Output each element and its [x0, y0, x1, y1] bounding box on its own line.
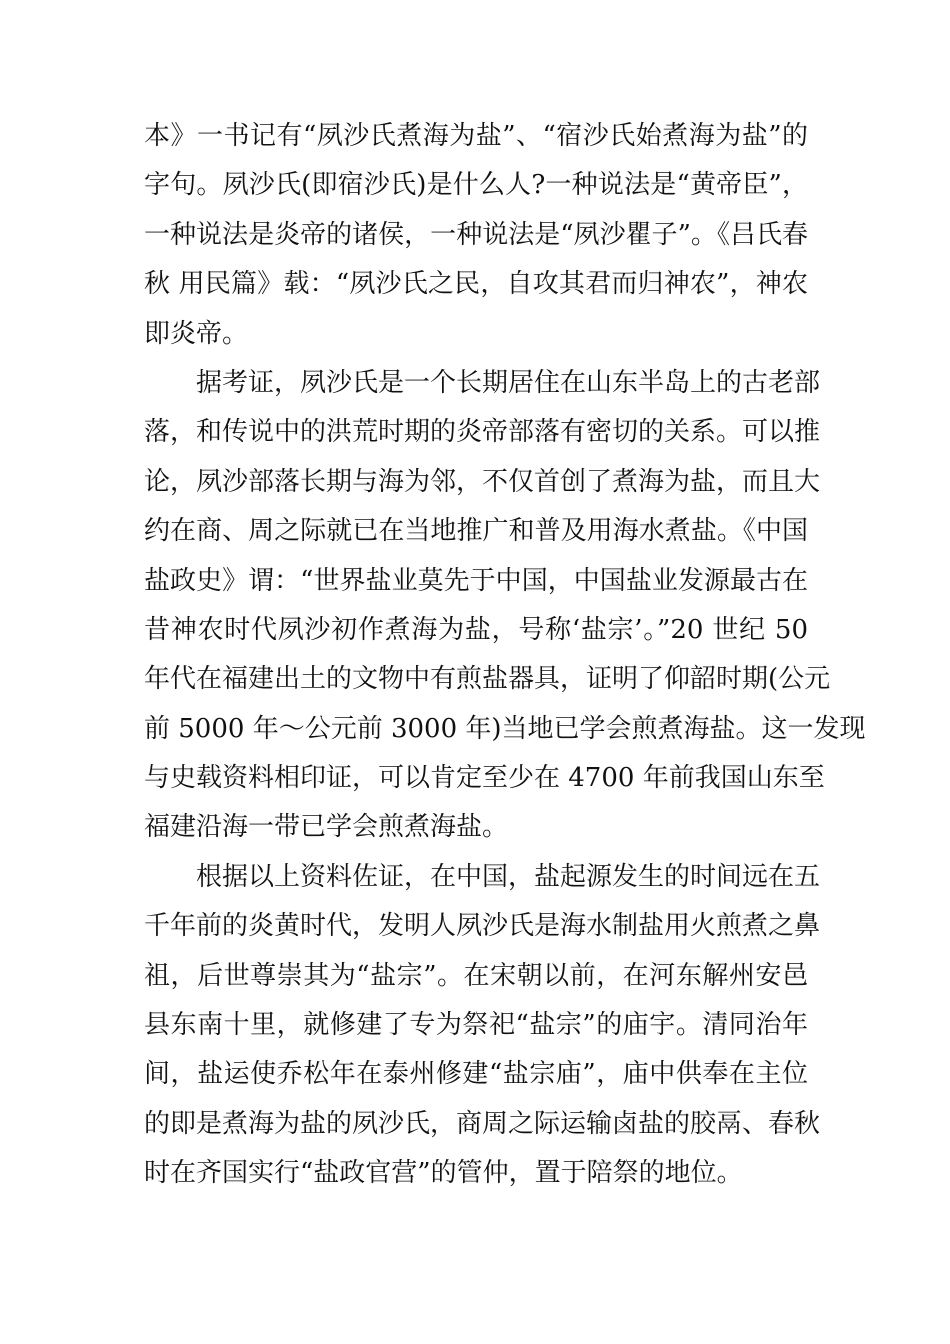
text-line: 盐政史》谓：“世界盐业莫先于中国，中国盐业发源最古在 [144, 565, 808, 596]
text-line: 论，夙沙部落长期与海为邻，不仅首创了煮海为盐，而且大 [144, 466, 821, 497]
text-line: 约在商、周之际就已在当地推广和普及用海水煮盐。《中国 [144, 516, 808, 547]
document-body [144, 112, 866, 1199]
text-line: 昔神农时代夙沙初作煮海为盐，号称‘盐宗’。”20 世纪 50 [144, 614, 808, 645]
text-line: 间，盐运使乔松年在泰州修建“盐宗庙”，庙中供奉在主位 [144, 1059, 808, 1090]
paragraph-1 [144, 112, 808, 359]
paragraph-3 [144, 853, 821, 1199]
text-line: 本》一书记有“夙沙氏煮海为盐”、“宿沙氏始煮海为盐”的 [144, 121, 808, 151]
text-line: 即炎帝。 [144, 318, 249, 349]
text-line: 与史载资料相印证，可以肯定至少在 4700 年前我国山东至 [144, 763, 825, 794]
text-line: 福建沿海一带已学会煎煮海盐。 [144, 812, 509, 843]
text-line: 根据以上资料佐证，在中国，盐起源发生的时间远在五 [144, 861, 821, 892]
text-line: 县东南十里，就修建了专为祭祀“盐宗”的庙宇。清同治年 [144, 1010, 808, 1041]
text-line: 祖，后世尊崇其为“盐宗”。在宋朝以前，在河东解州安邑 [144, 960, 808, 991]
paragraph-2 [144, 359, 866, 853]
text-line: 的即是煮海为盐的夙沙氏，商周之际运输卤盐的胶鬲、春秋 [144, 1108, 821, 1139]
text-line: 前 5000 年～公元前 3000 年)当地已学会煎煮海盐。这一发现 [144, 713, 866, 744]
text-line: 时在齐国实行“盐政官营”的管仲，置于陪祭的地位。 [144, 1158, 743, 1189]
text-line: 字句。夙沙氏(即宿沙氏)是什么人?一种说法是“黄帝臣”， [144, 170, 808, 201]
text-line: 一种说法是炎帝的诸侯，一种说法是“夙沙瞿子”。《吕氏春 [144, 219, 808, 250]
text-line: 落，和传说中的洪荒时期的炎帝部落有密切的关系。可以推 [144, 417, 821, 448]
text-line: 千年前的炎黄时代，发明人夙沙氏是海水制盐用火煎煮之鼻 [144, 911, 821, 942]
text-line: 年代在福建出土的文物中有煎盐器具，证明了仰韶时期(公元 [144, 664, 831, 695]
text-line: 秋 用民篇》载：“夙沙氏之民，自攻其君而归神农”，神农 [144, 269, 808, 300]
text-line: 据考证，夙沙氏是一个长期居住在山东半岛上的古老部 [144, 367, 821, 398]
